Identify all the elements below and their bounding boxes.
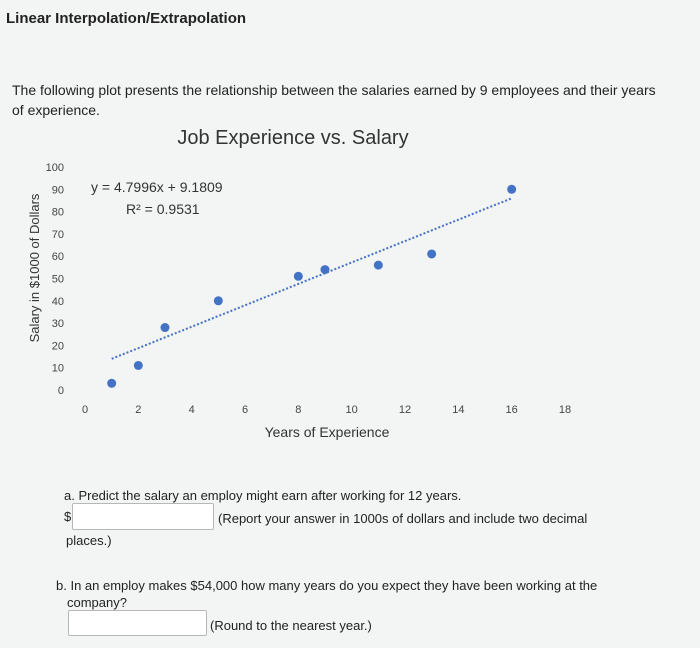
y-tick-label: 0 (57, 385, 64, 397)
trendline (112, 198, 512, 359)
r-squared-label: R² = 0.9531 (126, 201, 200, 217)
y-tick-label: 50 (51, 273, 64, 286)
y-tick-label: 40 (51, 295, 64, 308)
data-point (134, 361, 143, 370)
question-a-instruction-cont: places.) (66, 533, 112, 548)
x-tick-labels (82, 404, 571, 416)
chart-title: Job Experience vs. Salary (177, 127, 409, 149)
trendline-equation: y = 4.7996x + 9.1809 (91, 179, 223, 195)
data-point (294, 272, 303, 281)
answer-a-input[interactable] (72, 503, 214, 530)
answer-b-input[interactable] (68, 610, 207, 636)
x-axis-label: Years of Experience (264, 424, 390, 440)
y-tick-label: 70 (51, 228, 64, 241)
question-b-text: b. In an employ makes $54,000 how many years do you expect they have been working at the (56, 578, 598, 593)
intro-text: The following plot presents the relationship between the salaries earned by 9 employees and their years of experience. (12, 82, 656, 118)
y-tick-label: 80 (51, 206, 64, 219)
data-point (427, 249, 436, 258)
question-a-instruction: (Report your answer in 1000s of dollars and include two decimal (218, 511, 588, 526)
y-tick-label: 30 (51, 318, 64, 331)
x-tick-label: 4 (188, 404, 195, 416)
question-b-text-cont: company? (67, 595, 127, 610)
y-tick-label: 100 (45, 162, 64, 174)
x-tick-label: 14 (452, 404, 465, 416)
y-tick-labels (46, 162, 64, 397)
x-tick-label: 10 (345, 404, 358, 416)
data-point (374, 261, 383, 270)
x-tick-label: 16 (505, 404, 518, 416)
data-point (507, 185, 516, 194)
data-point (214, 296, 223, 305)
data-point (107, 379, 116, 388)
question-a-prefix: $ (64, 509, 72, 524)
y-tick-label: 20 (51, 340, 64, 353)
x-tick-label: 2 (135, 404, 142, 416)
y-tick-label: 90 (51, 184, 64, 197)
data-point (321, 265, 330, 274)
y-tick-label: 10 (51, 362, 64, 375)
y-tick-label: 60 (51, 251, 64, 264)
x-tick-label: 0 (81, 404, 89, 416)
x-tick-label: 12 (398, 404, 412, 416)
data-point (161, 323, 170, 332)
question-a-text: a. Predict the salary an employ might earn after working for 12 years. (64, 488, 462, 503)
y-axis-label: Salary in $1000 of Dollars (27, 193, 42, 343)
page-title: Linear Interpolation/Extrapolation (6, 10, 247, 27)
x-tick-label: 6 (241, 404, 249, 416)
question-b-instruction: (Round to the nearest year.) (210, 618, 372, 633)
x-tick-label: 18 (558, 404, 572, 416)
x-tick-label: 8 (295, 404, 302, 416)
